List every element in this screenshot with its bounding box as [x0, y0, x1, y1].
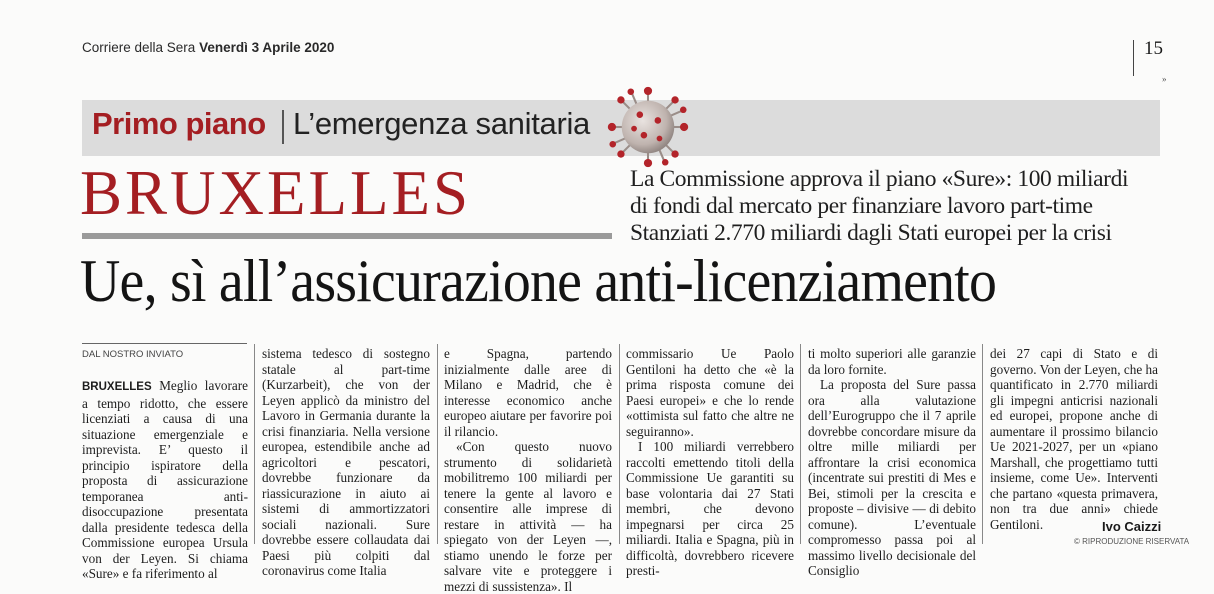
corner-mark: » [1162, 74, 1167, 84]
paragraph-text: Meglio lavorare a tempo ridotto, che essere licenziati a causa di una situazione emergenziale e imprevista. E’ questo il principio ispiratore della proposta di assicurazione temporanea anti-disoccupazione presentata dalla presidente tedesca della Commissione europea Ursula von der Leyen. Si chiama «Sure» e fa riferimento al [82, 378, 248, 581]
summary-line: Stanziati 2.770 miliardi dagli Stati europei per la crisi [630, 220, 1112, 246]
section-label: Primo piano [92, 106, 266, 141]
section-divider [282, 110, 284, 144]
paragraph: La proposta del Sure passa ora alla valutazione dell’Eurogruppo che il 7 aprile dovrebbe concordare misure da oltre mille miliardi per affrontare la crisi economica (incentrate sui prestiti di Mes e Bei, stimoli per la crescita e proposte – divisive — di debito comune). L’eventuale compromesso passa poi al massimo livello decisionale del Consiglio [808, 377, 976, 578]
paragraph: «Con questo nuovo strumento di solidarietà mobilitremo 100 miliardi per tenere la gente al lavoro e consentire alle imprese di restare in attività — ha spiegato von der Leyen —, stiamo unendo le forze per salvare vite e proteggere i mezzi di sussistenza». Il [444, 439, 612, 594]
column-rule [254, 344, 255, 544]
copyright-notice: © RIPRODUZIONE RISERVATA [1074, 537, 1190, 546]
article-column-3 [444, 346, 612, 594]
column-rule [437, 344, 438, 544]
author: Ivo Caizzi [1102, 519, 1162, 534]
page-number: 15 [1144, 38, 1163, 59]
article-column-5 [808, 346, 976, 579]
summary-line: La Commissione approva il piano «Sure»: 100 miliardi [630, 166, 1129, 192]
headline: Ue, sì all’assicurazione anti-licenziamento [80, 248, 997, 314]
article-column-6 [990, 346, 1158, 532]
section-topic: L’emergenza sanitaria [293, 106, 590, 141]
article-column-1 [82, 378, 248, 582]
dateline: BRUXELLES [82, 381, 152, 393]
article-column-4 [626, 346, 794, 579]
paragraph: I 100 miliardi verrebbero raccolti emettendo titoli della Commissione Ue garantiti su base volontaria dai 27 Stati membri, che devono impegnarsi per circa 25 miliardi. Italia e Spagna, più in difficoltà, dovrebbero ricevere presti- [626, 439, 794, 578]
article-column-2 [262, 346, 430, 579]
byline-tag: DAL NOSTRO INVIATO [82, 349, 184, 360]
paragraph: commissario Ue Paolo Gentiloni ha detto che «è la prima risposta comune dei Paesi europei» e che lo rende «ottimista sul fatto che altre ne seguiranno». [626, 346, 794, 439]
column-rule [619, 344, 620, 544]
paragraph: dei 27 capi di Stato e di governo. Von der Leyen, che ha quantificato in 2.770 miliardi gli impegni anticrisi nazionali ed europei, propone anche di aumentare il prossimo bilancio Ue 2021-2027, per un «piano Marshall, che progettiamo tutti insieme, come Ue». Interventi che partano «questa primavera, non tra due anni» chiede Gentiloni. [990, 346, 1158, 532]
byline-rule [82, 343, 247, 344]
paragraph: ti molto superiori alle garanzie da loro fornite. [808, 346, 976, 377]
kicker-rule [82, 233, 612, 239]
kicker: BRUXELLES [80, 158, 472, 228]
header-divider [1133, 40, 1134, 76]
masthead [82, 40, 334, 55]
coronavirus-icon [607, 86, 689, 168]
paper-name: Corriere della Sera [82, 40, 196, 55]
issue-date: Venerdì 3 Aprile 2020 [199, 40, 335, 55]
summary [630, 166, 1170, 247]
paragraph: e Spagna, partendo inizialmente dalle aree di Milano e Madrid, che è interesse economico anche europeo aiutare per favorire poi il rilancio. [444, 346, 612, 439]
paragraph [82, 378, 248, 582]
paragraph: sistema tedesco di sostegno statale al part-time (Kurzarbeit), che von der Leyen applicò da ministro del Lavoro in Germania durante la crisi finanziaria. Nella versione europea, estendibile anche ad agricoltori e pescatori, dovrebbe funzionare da riassicurazione in aiuto ai sistemi di ammortizzatori sociali nazionali. Sure dovrebbe essere collaudata dai Paesi più colpiti dal coronavirus come Italia [262, 346, 430, 578]
summary-line: di fondi dal mercato per finanziare lavoro part-time [630, 193, 1093, 219]
column-rule [800, 344, 801, 544]
column-rule [982, 344, 983, 544]
